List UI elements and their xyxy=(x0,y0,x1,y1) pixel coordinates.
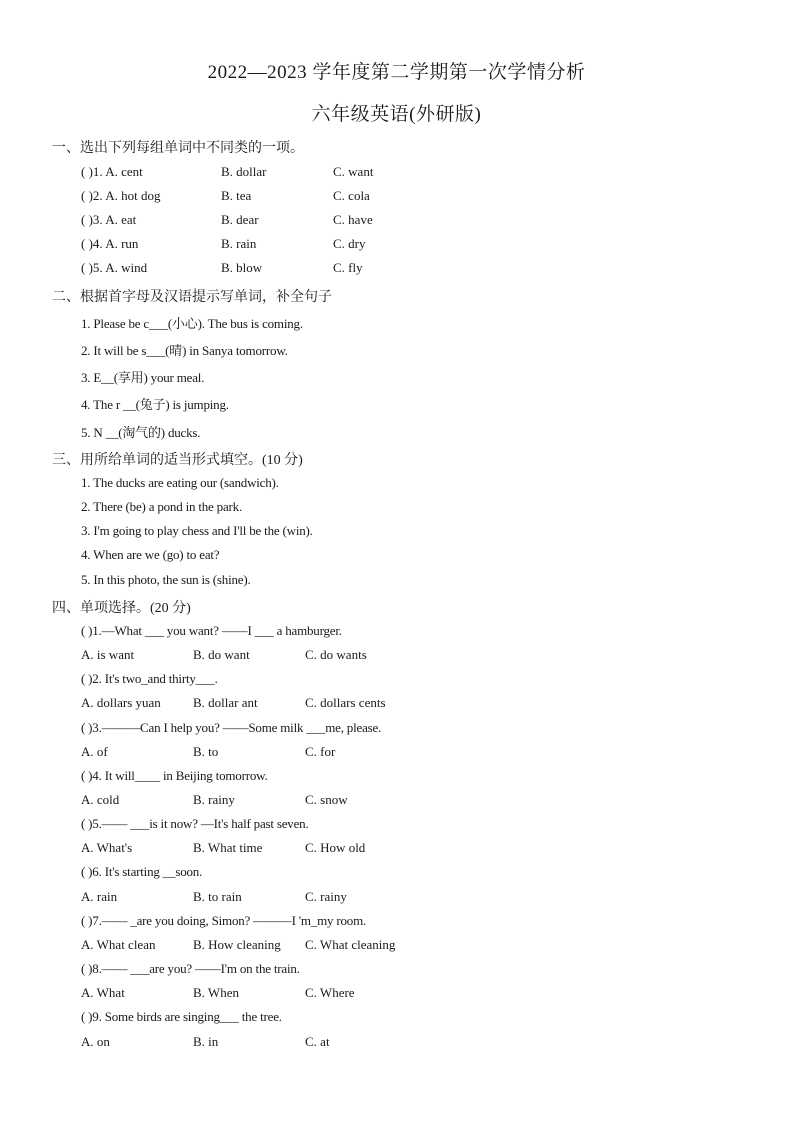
s1-q5-option-c: C. fly xyxy=(333,260,363,275)
s4-q9-option-b: B. in xyxy=(193,1034,219,1049)
s4-q3-option-b: B. to xyxy=(193,744,219,759)
s3-line: 1. The ducks are eating our (sandwich). xyxy=(81,475,279,490)
s4-q7-option-b: B. How cleaning xyxy=(193,937,281,952)
s4-q7-option-a: A. What clean xyxy=(81,937,156,952)
s1-q4-option-b: B. rain xyxy=(221,236,257,251)
s4-question: ( )8.—— ___are you? ——I'm on the train. xyxy=(81,961,300,976)
s1-q1-option-c: C. want xyxy=(333,164,374,179)
s4-q6-option-c: C. rainy xyxy=(305,889,347,904)
s4-q4-option-b: B. rainy xyxy=(193,792,235,807)
s2-line: 4. The r __(兔子) is jumping. xyxy=(81,397,229,412)
s1-q4-stem: ( )4. A. run xyxy=(81,236,139,251)
s1-q5-stem: ( )5. A. wind xyxy=(81,260,148,275)
s2-line: 5. N __(淘气的) ducks. xyxy=(81,425,201,440)
section-2-heading: 二、根据首字母及汉语提示写单词，补全句子 xyxy=(52,290,332,305)
s4-q2-option-b: B. dollar ant xyxy=(193,695,258,710)
s4-q9-option-c: C. at xyxy=(305,1034,330,1049)
s4-q9-option-a: A. on xyxy=(81,1034,110,1049)
s1-q1-stem: ( )1. A. cent xyxy=(81,164,143,179)
s4-q1-option-c: C. do wants xyxy=(305,647,367,662)
section-3-heading: 三、用所给单词的适当形式填空。(10 分) xyxy=(52,453,303,468)
s1-q3-option-c: C. have xyxy=(333,212,373,227)
s4-question: ( )9. Some birds are singing___ the tree. xyxy=(81,1009,282,1024)
s1-q4-option-c: C. dry xyxy=(333,236,366,251)
section-1-heading: 一、选出下列每组单词中不同类的一项。 xyxy=(52,141,304,156)
s1-q5-option-b: B. blow xyxy=(221,260,263,275)
section-4-heading: 四、单项选择。(20 分) xyxy=(52,601,191,616)
s4-q3-option-a: A. of xyxy=(81,744,108,759)
s4-q6-option-b: B. to rain xyxy=(193,889,242,904)
s4-q6-option-a: A. rain xyxy=(81,889,118,904)
s4-question: ( )7.—— _are you doing, Simon? ———I 'm_my room. xyxy=(81,913,367,928)
page-title: 2022—2023 学年度第二学期第一次学情分析 xyxy=(207,62,586,83)
s4-q5-option-c: C. How old xyxy=(305,840,366,855)
s4-q3-option-c: C. for xyxy=(305,744,336,759)
s4-q7-option-c: C. What cleaning xyxy=(305,937,396,952)
s1-q2-stem: ( )2. A. hot dog xyxy=(81,188,161,203)
s3-line: 5. In this photo, the sun is (shine). xyxy=(81,572,251,587)
s4-q5-option-b: B. What time xyxy=(193,840,263,855)
s4-q1-option-a: A. is want xyxy=(81,647,135,662)
s1-q2-option-b: B. tea xyxy=(221,188,252,203)
s1-q2-option-c: C. cola xyxy=(333,188,370,203)
s2-line: 3. E__(享用) your meal. xyxy=(81,370,205,385)
s4-question: ( )5.—— ___is it now? —It's half past seven. xyxy=(81,816,309,831)
s4-question: ( )1.—What ___ you want? ——I ___ a hamburger. xyxy=(81,623,342,638)
s4-question: ( )2. It's two_and thirty___. xyxy=(81,671,218,686)
s4-q8-option-b: B. When xyxy=(193,985,239,1000)
s3-line: 4. When are we (go) to eat? xyxy=(81,547,220,562)
s4-q2-option-a: A. dollars yuan xyxy=(81,695,161,710)
s4-q4-option-a: A. cold xyxy=(81,792,120,807)
s2-line: 1. Please be c___(小心). The bus is coming. xyxy=(81,316,303,331)
s4-q8-option-a: A. What xyxy=(81,985,125,1000)
s4-question: ( )3.———Can I help you? ——Some milk ___me, please. xyxy=(81,720,382,735)
s1-q3-option-b: B. dear xyxy=(221,212,259,227)
page-subtitle: 六年级英语(外研版) xyxy=(311,104,482,125)
s3-line: 2. There (be) a pond in the park. xyxy=(81,499,243,514)
s4-question: ( )4. It will____ in Beijing tomorrow. xyxy=(81,768,268,783)
s4-q1-option-b: B. do want xyxy=(193,647,250,662)
s4-q5-option-a: A. What's xyxy=(81,840,133,855)
s2-line: 2. It will be s___(晴) in Sanya tomorrow. xyxy=(81,343,288,358)
s4-question: ( )6. It's starting __soon. xyxy=(81,864,203,879)
s4-q8-option-c: C. Where xyxy=(305,985,355,1000)
s1-q1-option-b: B. dollar xyxy=(221,164,267,179)
s4-q2-option-c: C. dollars cents xyxy=(305,695,386,710)
s3-line: 3. I'm going to play chess and I'll be the (win). xyxy=(81,523,313,538)
s1-q3-stem: ( )3. A. eat xyxy=(81,212,137,227)
s4-q4-option-c: C. snow xyxy=(305,792,348,807)
